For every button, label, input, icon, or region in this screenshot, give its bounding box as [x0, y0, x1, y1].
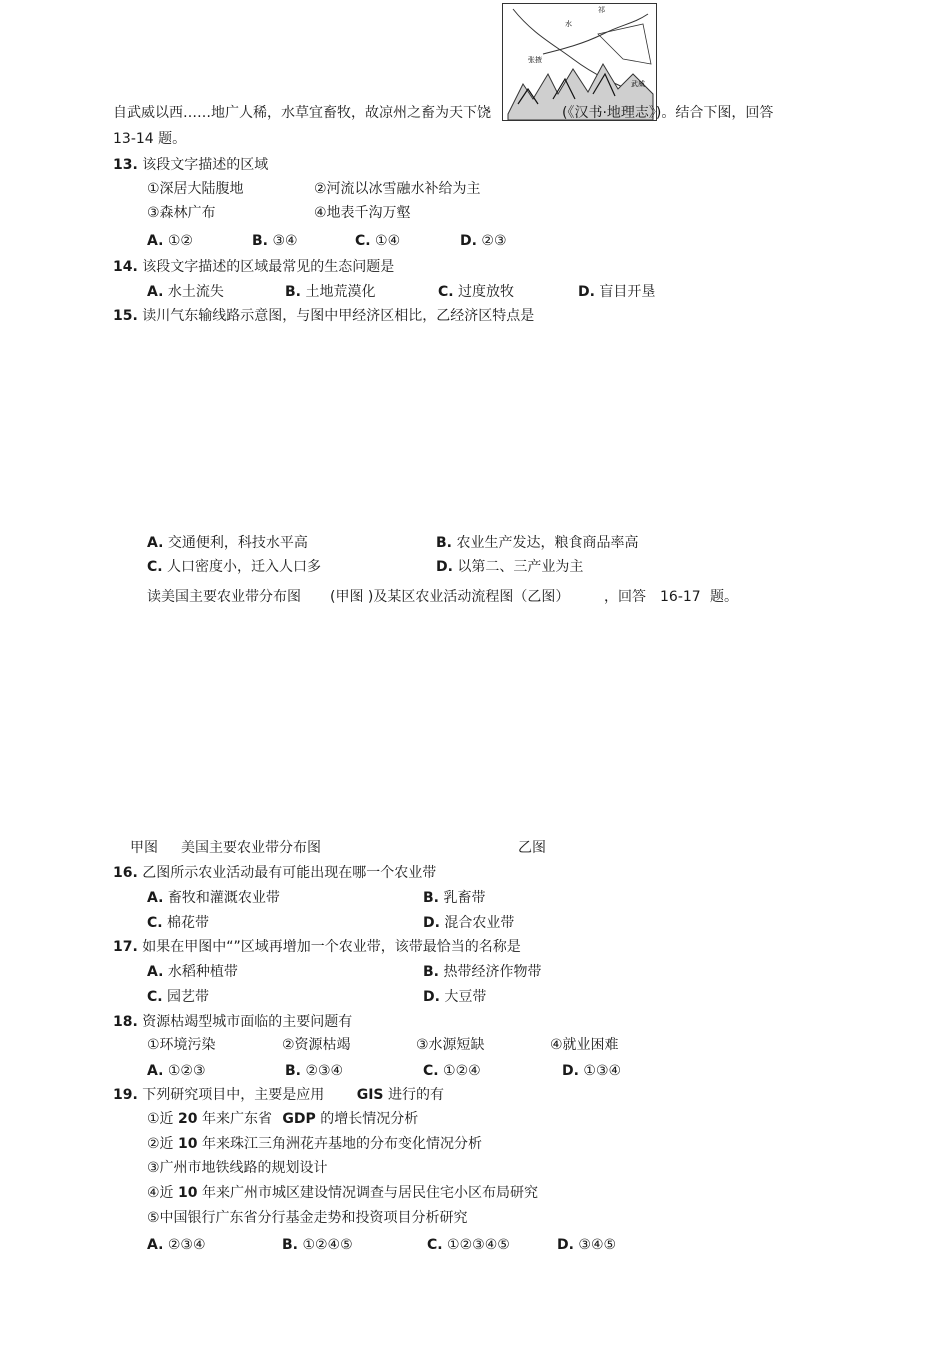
question-14-text: 该段文字描述的区域最常见的生态问题是: [142, 259, 395, 275]
option-text: 水稻种植带: [167, 964, 238, 980]
q18-option-d[interactable]: [562, 1062, 621, 1080]
option-text: 交通便利，科技水平高: [167, 535, 308, 551]
q15-option-a[interactable]: [147, 534, 308, 552]
question-19-text-b: 进行的有: [387, 1087, 444, 1103]
option-text: ①②④⑤: [302, 1237, 353, 1253]
q19-item-2: [147, 1135, 482, 1153]
q19-option-a[interactable]: [147, 1236, 206, 1254]
option-letter: A.: [147, 284, 164, 300]
question-14-number: 14.: [113, 259, 138, 275]
q19-item-2-part: 年来珠江三角洲花卉基地的分布变化情况分析: [201, 1136, 482, 1152]
question-17-number: 17.: [113, 939, 138, 955]
question-17-text: 如果在甲图中“”区域再增加一个农业带，该带最恰当的名称是: [142, 939, 521, 955]
option-letter: C.: [147, 559, 163, 575]
q18-option-b[interactable]: [285, 1062, 343, 1080]
q19-item-2-part: ②近: [147, 1136, 174, 1152]
option-letter: C.: [427, 1237, 443, 1253]
map-illustration: [503, 4, 656, 120]
q19-item-4-part: 10: [178, 1185, 198, 1201]
q19-item-1-part: GDP: [282, 1111, 316, 1127]
map-label-zhangye: 张掖: [528, 56, 542, 64]
q16-option-c[interactable]: [147, 914, 209, 932]
option-letter: B.: [282, 1237, 298, 1253]
question-19-number: 19.: [113, 1087, 138, 1103]
option-text: 乳畜带: [443, 890, 486, 906]
option-letter: B.: [285, 1063, 301, 1079]
q17-option-b[interactable]: [423, 963, 541, 981]
q19-item-2-part: 10: [178, 1136, 198, 1152]
question-19-text-a: 下列研究项目中，主要是应用: [142, 1087, 325, 1103]
q19-item-4-part: ④近: [147, 1185, 174, 1201]
q17-option-c[interactable]: [147, 988, 209, 1006]
option-letter: D.: [436, 559, 453, 575]
option-text: 人口密度小，迁入人口多: [167, 559, 322, 575]
q16-option-b[interactable]: [423, 889, 485, 907]
q13-option-a[interactable]: [147, 232, 193, 250]
option-text: ③④⑤: [578, 1237, 617, 1253]
q19-option-d[interactable]: [557, 1236, 616, 1254]
q14-option-c[interactable]: [438, 283, 514, 301]
q13-option-c[interactable]: [355, 232, 400, 250]
q18-item-2: ②资源枯竭: [282, 1037, 351, 1053]
question-16-number: 16.: [113, 865, 138, 881]
option-letter: C.: [438, 284, 454, 300]
option-letter: A.: [147, 1237, 164, 1253]
option-text: 园艺带: [167, 989, 210, 1005]
q15-option-b[interactable]: [436, 534, 638, 552]
q19-option-c[interactable]: [427, 1236, 510, 1254]
option-text: 盲目开垦: [599, 284, 656, 300]
q17-option-d[interactable]: [423, 988, 486, 1006]
q14-option-d[interactable]: [578, 283, 655, 301]
map-label-wuwei: 武威: [631, 80, 645, 88]
intro-line2: 13-14 题。: [113, 131, 187, 147]
question-18: [113, 1013, 352, 1031]
q19-item-3: ③广州市地铁线路的规划设计: [147, 1160, 328, 1176]
option-letter: A.: [147, 890, 164, 906]
question-15-number: 15.: [113, 308, 138, 324]
option-letter: B.: [436, 535, 452, 551]
question-13: [113, 156, 268, 174]
option-text: ②③④: [305, 1063, 344, 1079]
option-letter: C.: [147, 915, 163, 931]
option-text: 农业生产发达，粮食商品率高: [456, 535, 639, 551]
option-text: ②③④: [167, 1237, 206, 1253]
option-text: 土地荒漠化: [305, 284, 376, 300]
option-letter: B.: [285, 284, 301, 300]
option-text: 混合农业带: [444, 915, 515, 931]
question-15-text: 读川气东输线路示意图，与图中甲经济区相比，乙经济区特点是: [142, 308, 535, 324]
option-letter: C.: [355, 233, 371, 249]
option-text: 畜牧和灌溉农业带: [167, 890, 280, 906]
option-letter: D.: [562, 1063, 579, 1079]
q18-option-c[interactable]: [423, 1062, 481, 1080]
q18-option-a[interactable]: [147, 1062, 206, 1080]
option-text: ②③: [481, 233, 507, 249]
option-text: ①②④: [443, 1063, 481, 1079]
q13-item-4: ④地表千沟万壑: [314, 205, 411, 221]
option-letter: C.: [423, 1063, 439, 1079]
intro2-part2: (甲图 )及某区农业活动流程图（乙图）: [330, 589, 570, 605]
q19-item-1: [147, 1110, 418, 1128]
q18-item-4: ④就业困难: [550, 1037, 619, 1053]
question-19-gis: GIS: [356, 1087, 384, 1103]
q16-option-d[interactable]: [423, 914, 514, 932]
intro2-part4: 16-17: [660, 589, 701, 605]
question-13-text: 该段文字描述的区域: [142, 157, 269, 173]
q13-item-3: ③森林广布: [147, 205, 216, 221]
option-letter: B.: [423, 890, 439, 906]
q18-item-3: ③水源短缺: [416, 1037, 485, 1053]
option-text: ③④: [272, 233, 298, 249]
q14-option-a[interactable]: [147, 283, 224, 301]
caption-yi: 乙图: [518, 840, 546, 856]
option-letter: D.: [460, 233, 477, 249]
map-label-top: 祁: [598, 6, 605, 14]
question-15: [113, 307, 534, 325]
intro2-part5: 题。: [710, 589, 738, 605]
question-17: [113, 938, 521, 956]
q13-option-b[interactable]: [252, 232, 298, 250]
option-text: ①③④: [583, 1063, 622, 1079]
q18-item-1: ①环境污染: [147, 1037, 216, 1053]
question-16: [113, 864, 436, 882]
option-letter: A.: [147, 535, 164, 551]
q19-item-1-part: ①近: [147, 1111, 174, 1127]
q13-item-1: ①深居大陆腹地: [147, 181, 244, 197]
q13-item-2: ②河流以冰雪融水补给为主: [314, 181, 481, 197]
question-13-number: 13.: [113, 157, 138, 173]
option-letter: A.: [147, 233, 164, 249]
option-text: 棉花带: [167, 915, 210, 931]
q13-option-d[interactable]: [460, 232, 507, 250]
q19-item-1-part: 年来广东省: [201, 1111, 272, 1127]
question-16-text: 乙图所示农业活动最有可能出现在哪一个农业带: [142, 865, 437, 881]
option-letter: D.: [557, 1237, 574, 1253]
intro-line1-part2: (《汉书·地理志》)。结合下图，回答: [562, 105, 774, 121]
question-14: [113, 258, 394, 276]
option-letter: D.: [423, 989, 440, 1005]
q15-option-d[interactable]: [436, 558, 583, 576]
q19-item-1-part: 的增长情况分析: [320, 1111, 419, 1127]
q14-option-b[interactable]: [285, 283, 375, 301]
question-19: [113, 1086, 444, 1104]
q15-option-c[interactable]: [147, 558, 321, 576]
option-text: 以第二、三产业为主: [457, 559, 584, 575]
option-text: 热带经济作物带: [443, 964, 542, 980]
q17-option-a[interactable]: [147, 963, 238, 981]
option-letter: B.: [423, 964, 439, 980]
option-text: ①②: [167, 233, 193, 249]
option-letter: D.: [578, 284, 595, 300]
q19-item-4-part: 年来广州市城区建设情况调查与居民住宅小区布局研究: [201, 1185, 538, 1201]
question-18-text: 资源枯竭型城市面临的主要问题有: [142, 1014, 353, 1030]
option-text: 过度放牧: [458, 284, 515, 300]
option-text: 水土流失: [167, 284, 224, 300]
q19-option-b[interactable]: [282, 1236, 353, 1254]
option-letter: B.: [252, 233, 268, 249]
option-letter: A.: [147, 964, 164, 980]
q19-item-4: [147, 1184, 538, 1202]
q19-item-1-part: 20: [178, 1111, 198, 1127]
intro2-part1: 读美国主要农业带分布图: [147, 589, 301, 605]
option-text: ①④: [375, 233, 401, 249]
intro2-part3: ，回答: [604, 589, 646, 605]
option-text: 大豆带: [444, 989, 487, 1005]
q16-option-a[interactable]: [147, 889, 280, 907]
option-text: ①②③④⑤: [447, 1237, 510, 1253]
option-text: ①②③: [167, 1063, 206, 1079]
option-letter: C.: [147, 989, 163, 1005]
caption-jia-title: 美国主要农业带分布图: [181, 840, 321, 856]
map-label-river: 水: [565, 20, 572, 28]
caption-jia: 甲图: [130, 840, 158, 856]
option-letter: A.: [147, 1063, 164, 1079]
intro-line1-part1: 自武威以西……地广人稀，水草宜畜牧，故凉州之畜为天下饶: [113, 105, 491, 121]
question-18-number: 18.: [113, 1014, 138, 1030]
q19-item-5: ⑤中国银行广东省分行基金走势和投资项目分析研究: [147, 1210, 468, 1226]
option-letter: D.: [423, 915, 440, 931]
